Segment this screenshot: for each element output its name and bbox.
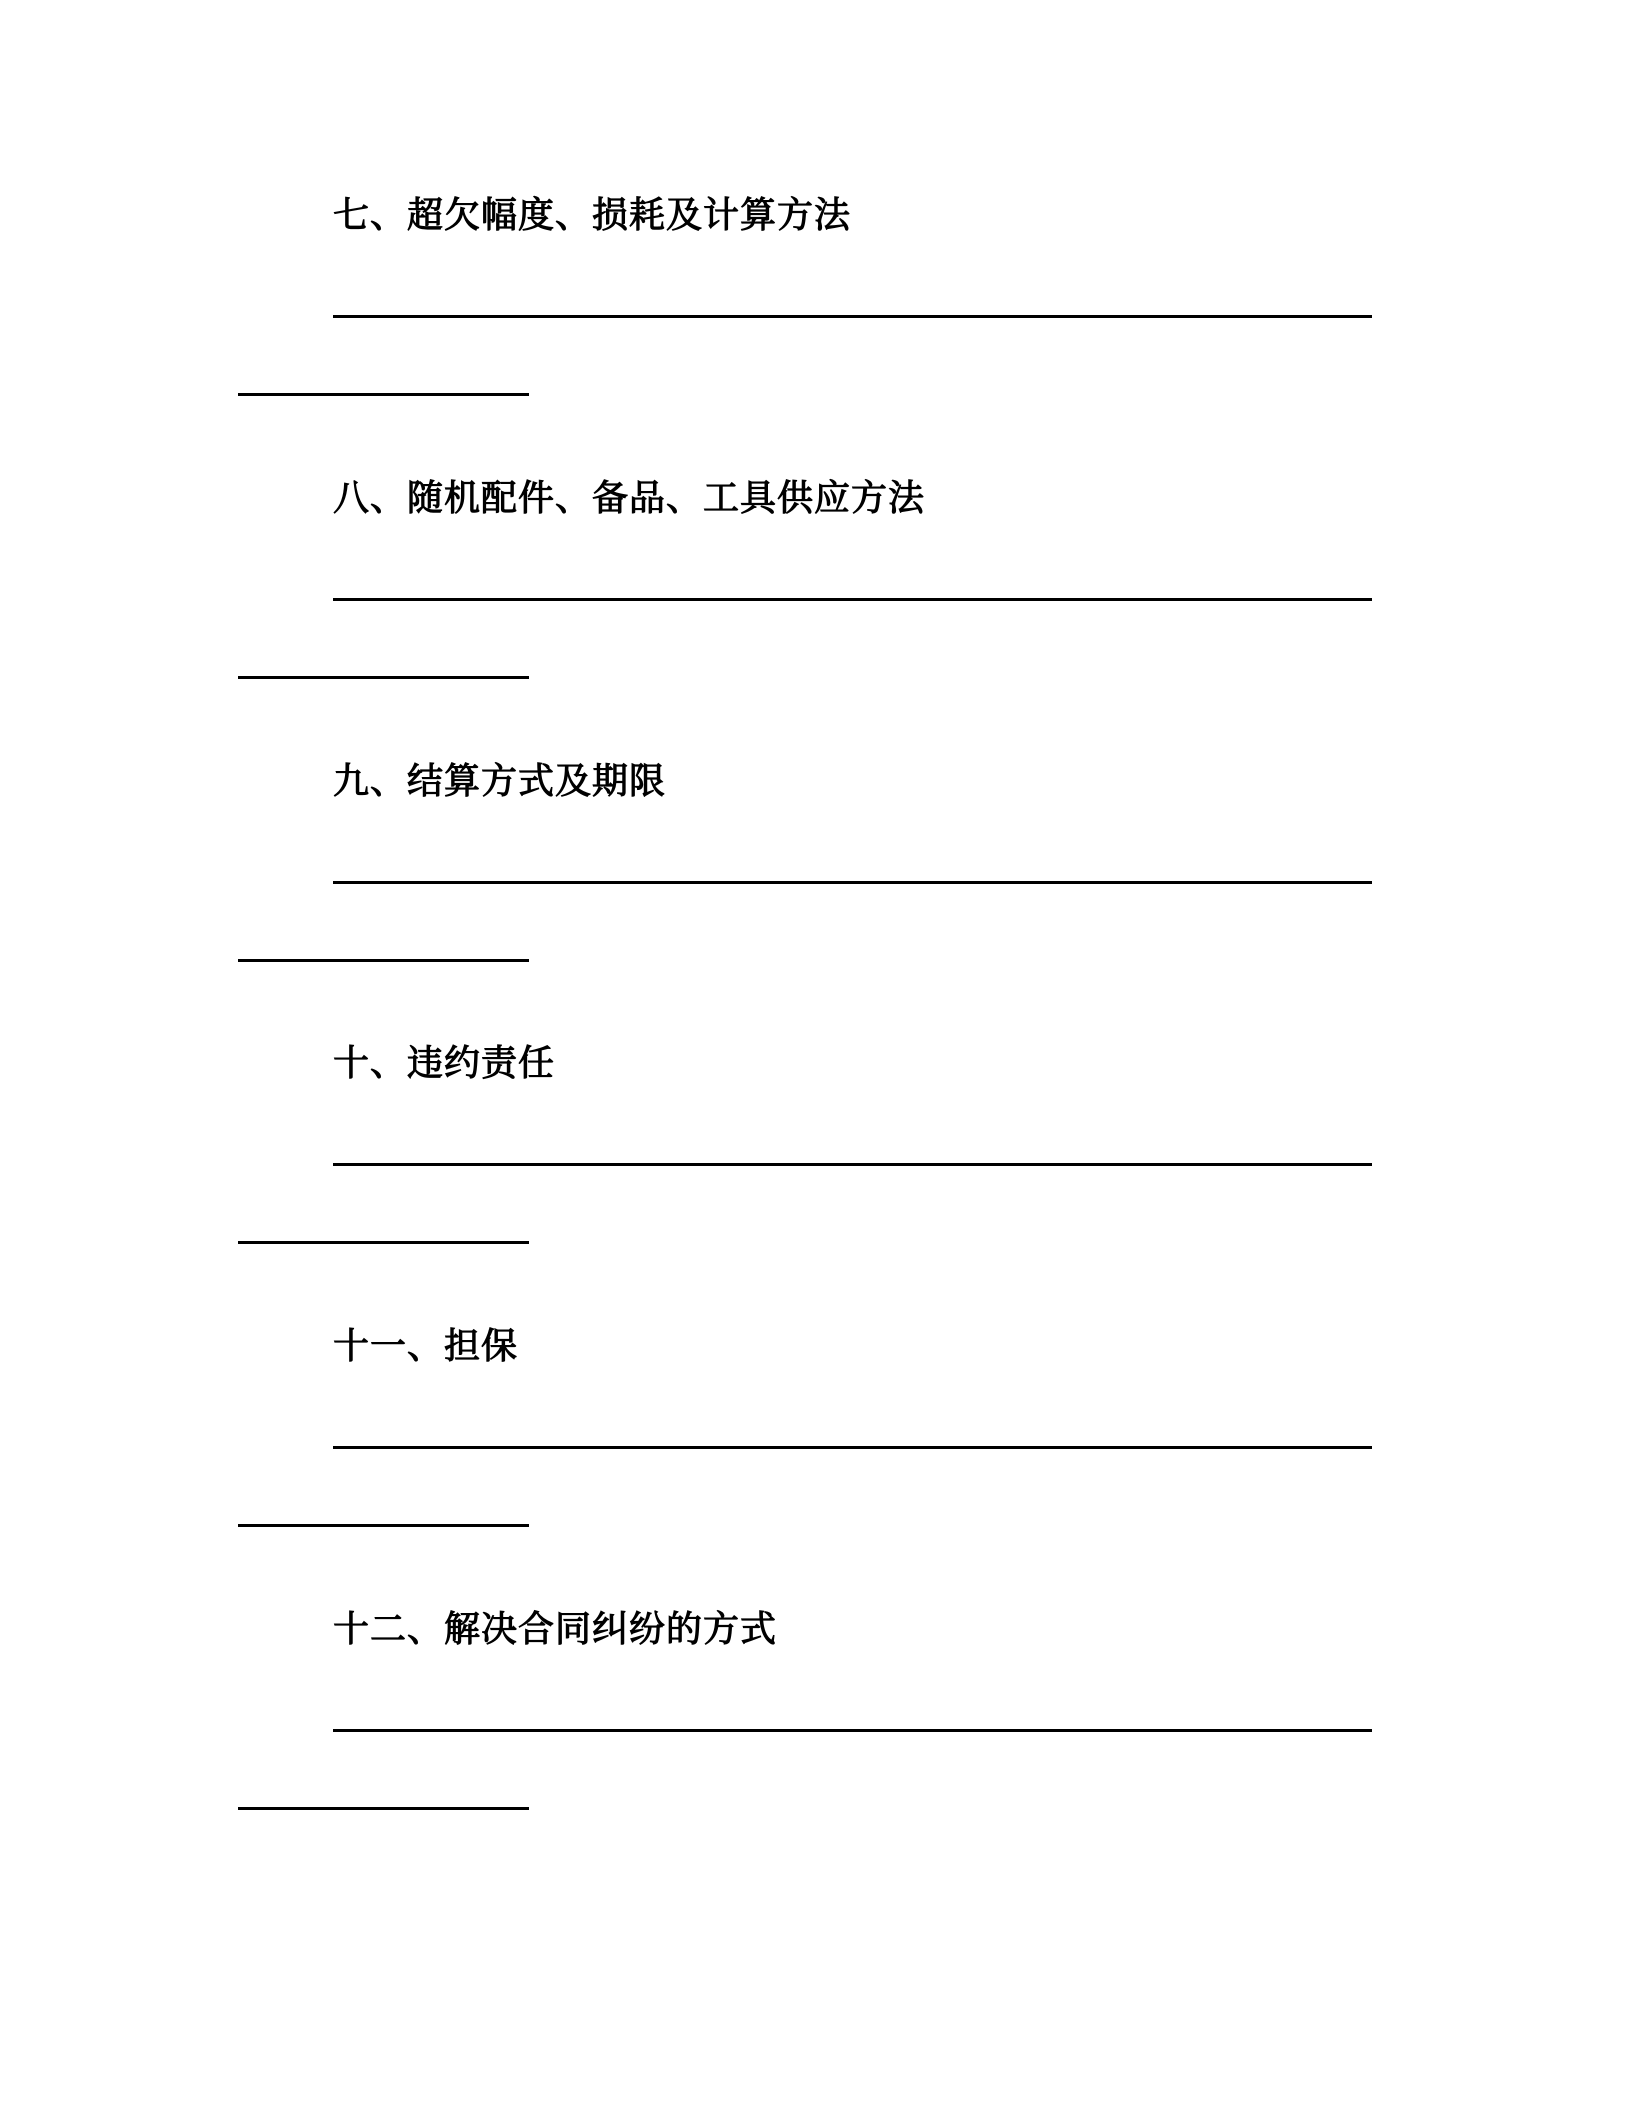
fill-in-line bbox=[333, 1446, 1372, 1449]
fill-in-line bbox=[333, 881, 1372, 884]
section-9 bbox=[0, 752, 1632, 1042]
fill-in-line-continuation bbox=[238, 959, 529, 962]
section-heading: 八、随机配件、备品、工具供应方法 bbox=[333, 478, 926, 519]
fill-in-line-continuation bbox=[238, 1524, 529, 1527]
section-heading: 十、违约责任 bbox=[333, 1043, 556, 1084]
fill-in-line bbox=[333, 1729, 1372, 1732]
fill-in-line-continuation bbox=[238, 393, 529, 396]
section-7 bbox=[0, 186, 1632, 476]
section-heading: 十二、解决合同纠纷的方式 bbox=[333, 1609, 778, 1650]
section-12 bbox=[0, 1600, 1632, 1890]
fill-in-line bbox=[333, 315, 1372, 318]
fill-in-line bbox=[333, 598, 1372, 601]
section-10 bbox=[0, 1034, 1632, 1324]
section-heading: 九、结算方式及期限 bbox=[333, 761, 667, 802]
section-heading: 十一、担保 bbox=[333, 1326, 519, 1367]
section-11 bbox=[0, 1317, 1632, 1607]
section-8 bbox=[0, 469, 1632, 759]
fill-in-line bbox=[333, 1163, 1372, 1166]
fill-in-line-continuation bbox=[238, 676, 529, 679]
fill-in-line-continuation bbox=[238, 1807, 529, 1810]
fill-in-line-continuation bbox=[238, 1241, 529, 1244]
section-heading: 七、超欠幅度、损耗及计算方法 bbox=[333, 195, 852, 236]
